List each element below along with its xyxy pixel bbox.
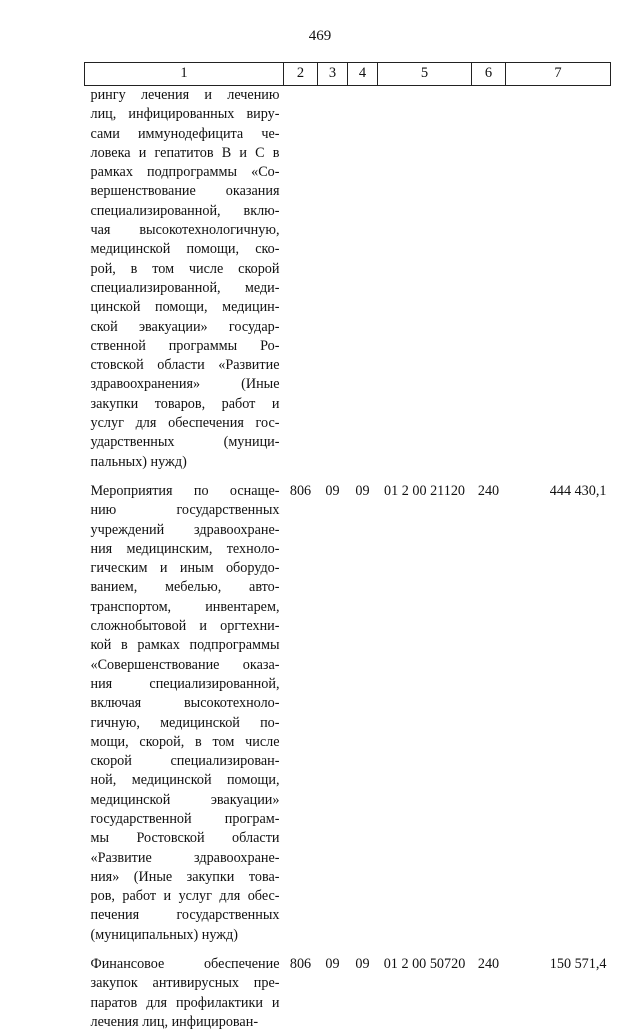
text-line: ния» (Иные закупки това- (90, 868, 280, 885)
text-line: Мероприятия по оснаще- (90, 482, 280, 499)
text-line: чая высокотехнологичную, (90, 222, 280, 239)
text-line: рой, в том числе скорой (90, 260, 280, 277)
text-line: Финансовое обеспечение (90, 956, 280, 973)
text-line: транспортом, инвентарем, (90, 598, 280, 615)
text-line: «Совершенствование оказа- (90, 656, 280, 673)
text-line: закупки товаров, работ и (90, 395, 280, 412)
text-line: кой в рамках подпрограммы (90, 637, 280, 654)
text-line: мы Ростовской области (90, 830, 280, 847)
text-line: гичную, медицинской по- (90, 714, 280, 731)
text-line: ния медицинским, техноло- (90, 540, 280, 557)
row-col-4: 09 (355, 956, 370, 973)
row-col-7: 150 571,4 (549, 956, 607, 973)
text-line: ванием, мебелью, авто- (90, 579, 280, 596)
text-line: печения государственных (90, 907, 280, 924)
text-line: медицинской помощи, ско- (90, 241, 280, 258)
text-line: сами иммунодефицита че- (90, 125, 280, 142)
text-line: ной, медицинской помощи, (90, 772, 280, 789)
row-col-7 (506, 86, 611, 472)
header-col-5: 5 (378, 63, 472, 86)
header-col-7: 7 (506, 63, 611, 86)
text-line: ров, работ и услуг для обес- (90, 888, 280, 905)
header-col-6: 6 (472, 63, 506, 86)
text-line: учреждений здравоохране- (90, 521, 280, 538)
row-col-6: 240 (477, 482, 500, 499)
table-row (85, 472, 611, 945)
text-line: лечения лиц, инфицирован- (90, 1013, 259, 1030)
row-col-5: 01 2 00 50720 (383, 956, 466, 973)
text-line: гическим и иным оборудо- (90, 560, 280, 577)
row-col-2 (284, 86, 318, 472)
text-line: медицинской эвакуации» (90, 791, 280, 808)
row-name-cell (85, 945, 284, 1032)
text-line: пальных) нужд) (90, 453, 187, 470)
text-line: рингу лечения и лечению (90, 87, 280, 103)
text-line: нию государственных (90, 502, 280, 519)
text-line: ударственных (муници- (90, 434, 280, 451)
text-line: ственной программы Ро- (90, 337, 280, 354)
row-col-2: 806 (289, 482, 312, 499)
text-line: закупок антивирусных пре- (90, 975, 280, 992)
row-col-5: 01 2 00 21120 (383, 482, 466, 499)
text-line: услуг для обеспечения гос- (90, 415, 280, 432)
row-col-7: 444 430,1 (549, 482, 607, 499)
header-col-2: 2 (284, 63, 318, 86)
text-line: «Развитие здравоохране- (90, 849, 280, 866)
header-row (85, 63, 611, 86)
page-number: 469 (308, 28, 332, 44)
text-line: мощи, скорой, в том числе (90, 733, 280, 750)
row-col-6 (472, 86, 506, 472)
text-line: сложнобытовой и оргтехни- (90, 618, 280, 635)
text-line: вершенствование оказания (90, 183, 280, 200)
text-line: цинской помощи, медицин- (90, 299, 280, 316)
text-line: ской эвакуации» государ- (90, 318, 280, 335)
text-line: государственной програм- (90, 810, 280, 827)
row-col-4: 09 (355, 482, 370, 499)
text-line: паратов для профилактики и (90, 994, 280, 1011)
table-row (85, 86, 611, 472)
row-col-3: 09 (325, 956, 340, 973)
text-line: здравоохранения» (Иные (90, 376, 280, 393)
budget-table (84, 62, 611, 1032)
row-col-6: 240 (477, 956, 500, 973)
row-name-cell (85, 86, 284, 472)
text-line: ловека и гепатитов В и С в (90, 144, 280, 161)
row-name-cell (85, 472, 284, 945)
row-col-2: 806 (289, 956, 312, 973)
text-line: стовской области «Развитие (90, 357, 280, 374)
text-line: специализированной, меди- (90, 279, 280, 296)
text-line: лиц, инфицированных виру- (90, 106, 280, 123)
row-col-5 (378, 86, 472, 472)
header-col-4: 4 (348, 63, 378, 86)
header-col-3: 3 (318, 63, 348, 86)
text-line: скорой специализирован- (90, 753, 280, 770)
text-line: рамках подпрограммы «Со- (90, 164, 280, 181)
text-line: (муниципальных) нужд) (90, 926, 238, 943)
header-col-1: 1 (85, 63, 284, 86)
text-line: включая высокотехноло- (90, 695, 280, 712)
text-line: специализированной, вклю- (90, 202, 280, 219)
row-col-4 (348, 86, 378, 472)
row-col-3: 09 (325, 482, 340, 499)
table-row (85, 945, 611, 1032)
row-col-3 (318, 86, 348, 472)
text-line: ния специализированной, (90, 675, 280, 692)
